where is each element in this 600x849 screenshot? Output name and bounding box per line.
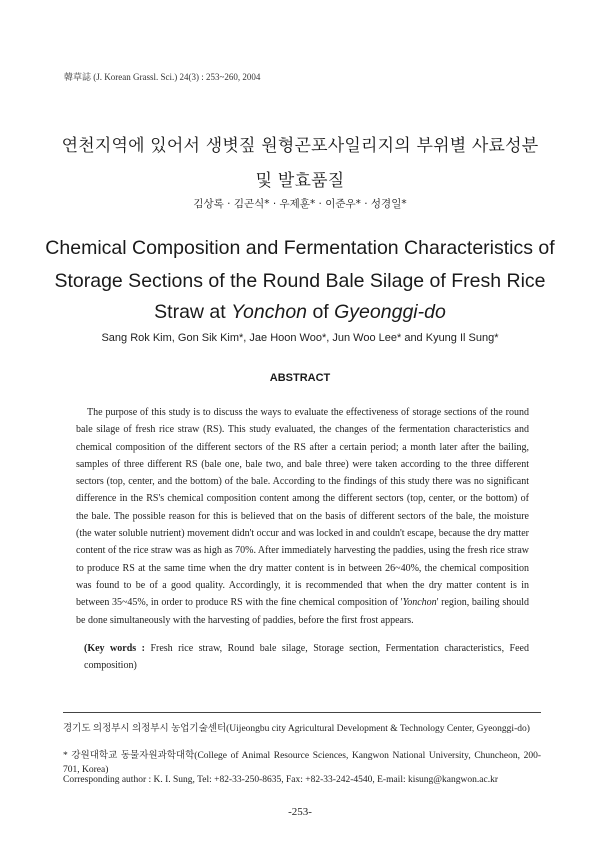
abstract-heading: ABSTRACT bbox=[269, 372, 331, 384]
abstract-text-post: ' region, bailing should be done simultaneously with the harvesting of paddies, before the first frost appears. bbox=[76, 597, 529, 626]
footnote-affiliation-2: * 강원대학교 동물자원과학대학(College of Animal Resource Sciences, Kangwon National University, Chuncheon, 200-701, Korea) bbox=[63, 751, 541, 775]
journal-citation: 韓草誌 (J. Korean Grassl. Sci.) 24(3) : 253~260, 2004 bbox=[64, 72, 261, 82]
english-title-line1: Chemical Composition and Fermentation Characteristics of bbox=[45, 237, 555, 259]
footnote-affiliation-1: 경기도 의정부시 의정부시 농업기술센터(Uijeongbu city Agricultural Development & Technology Center, Gyeonggi-do) bbox=[63, 724, 530, 734]
footnote-corresponding-author: Corresponding author : K. I. Sung, Tel: +82-33-250-8635, Fax: +82-33-242-4540, E-mail: kisung@kangwon.ac.kr bbox=[63, 775, 498, 785]
title-line3-mid: of bbox=[307, 301, 335, 323]
abstract-text-pre: The purpose of this study is to discuss the ways to evaluate the effectiveness of storage sections of the round bale silage of fresh rice straw (RS). This study evaluated, the changes of the fermentation characteristics and chemical composition of the different sectors of the RS after a certain period; a month later after the bailing, samples of three different RS (bale one, bale two, and bale three) were taken according to the three different sectors (top, center, and the bottom) of the bale. According to the findings of this study there was no significant difference in the RS's chemical composition content among the different sectors (top, center, or the bottom) of the bale. The possible reason for this is believed that on the basis of different sectors of the bale, the moisture (the water soluble nutrient) movement didn't occur and was locked in and couldn't escape, because the dry matter content of the rice straw was as high as 70%. After immediately harvesting the paddies, using the fresh rice straw to produce RS at the same time when the dry matter content is in between 26~40%, the chemical composition was found to be of a good quality. Accordingly, it is recommended that when the dry matter content is in between 35~45%, in order to produce RS with the fine chemical composition of ' bbox=[76, 407, 529, 609]
korean-title-line2: 및 발효품질 bbox=[255, 171, 345, 191]
abstract-italic-place: Yonchon bbox=[402, 597, 437, 609]
title-line3-pre: Straw at bbox=[154, 301, 232, 323]
title-place-name: Yonchon bbox=[231, 301, 308, 323]
keywords bbox=[76, 640, 529, 675]
title-region-name: Gyeonggi-do bbox=[334, 301, 446, 323]
abstract-body bbox=[76, 404, 529, 629]
korean-title-line1: 연천지역에 있어서 생볏짚 원형곤포사일리지의 부위별 사료성분 bbox=[61, 136, 539, 156]
english-title-line2: Storage Sections of the Round Bale Silage of Fresh Rice bbox=[54, 270, 546, 292]
keywords-text: Fresh rice straw, Round bale silage, Storage section, Fermentation characteristics, Feed composition) bbox=[84, 643, 529, 672]
english-authors: Sang Rok Kim, Gon Sik Kim*, Jae Hoon Woo*, Jun Woo Lee* and Kyung Il Sung* bbox=[101, 332, 499, 344]
keywords-label: (Key words : bbox=[84, 643, 145, 654]
page-number: -253- bbox=[288, 806, 312, 818]
korean-authors: 김상록 · 김곤식* · 우제훈* · 이준우* · 성경일* bbox=[193, 198, 407, 210]
english-title-line3 bbox=[0, 301, 600, 324]
footnote-divider bbox=[63, 712, 541, 713]
